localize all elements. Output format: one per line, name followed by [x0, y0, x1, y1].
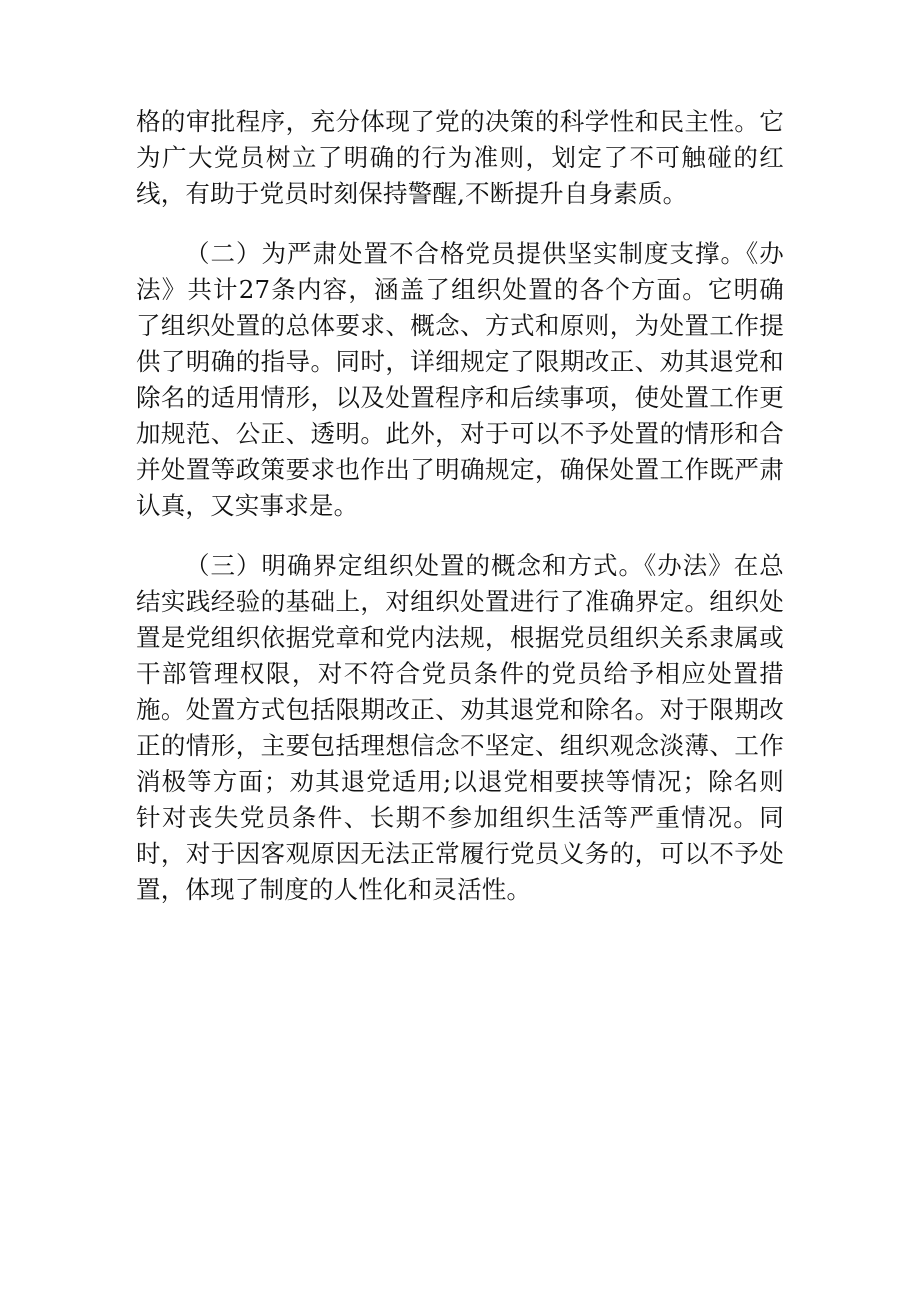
paragraph-continuation: 格的审批程序，充分体现了党的决策的科学性和民主性。它为广大党员树立了明确的行为准则，划定了不可触碰的红线，有助于党员时刻保持警醒,不断提升自身素质。 [136, 107, 784, 208]
paragraph-section-two: （二）为严肃处置不合格党员提供坚实制度支撑。《办法》共计27条内容，涵盖了组织处置的各个方面。它明确了组织处置的总体要求、概念、方式和原则，为处置工作提供了明确的指导。同时，详细规定了限期改正、劝其退党和除名的适用情形，以及处置程序和后续事项，使处置工作更加规范、公正、透明。此外，对于可以不予处置的情形和合并处置等政策要求也作出了明确规定，确保处置工作既严肃认真，又实事求是。 [136, 239, 784, 520]
paragraph-section-three: （三）明确界定组织处置的概念和方式。《办法》在总结实践经验的基础上，对组织处置进行了准确界定。组织处置是党组织依据党章和党内法规，根据党员组织关系隶属或干部管理权限，对不符合党员条件的党员给予相应处置措施。处置方式包括限期改正、劝其退党和除名。对于限期改正的情形，主要包括理想信念不坚定、组织观念淡薄、工作消极等方面；劝其退党适用;以退党相要挟等情况；除名则针对丧失党员条件、长期不参加组织生活等严重情况。同时，对于因客观原因无法正常履行党员义务的，可以不予处置，体现了制度的人性化和灵活性。 [136, 551, 784, 904]
